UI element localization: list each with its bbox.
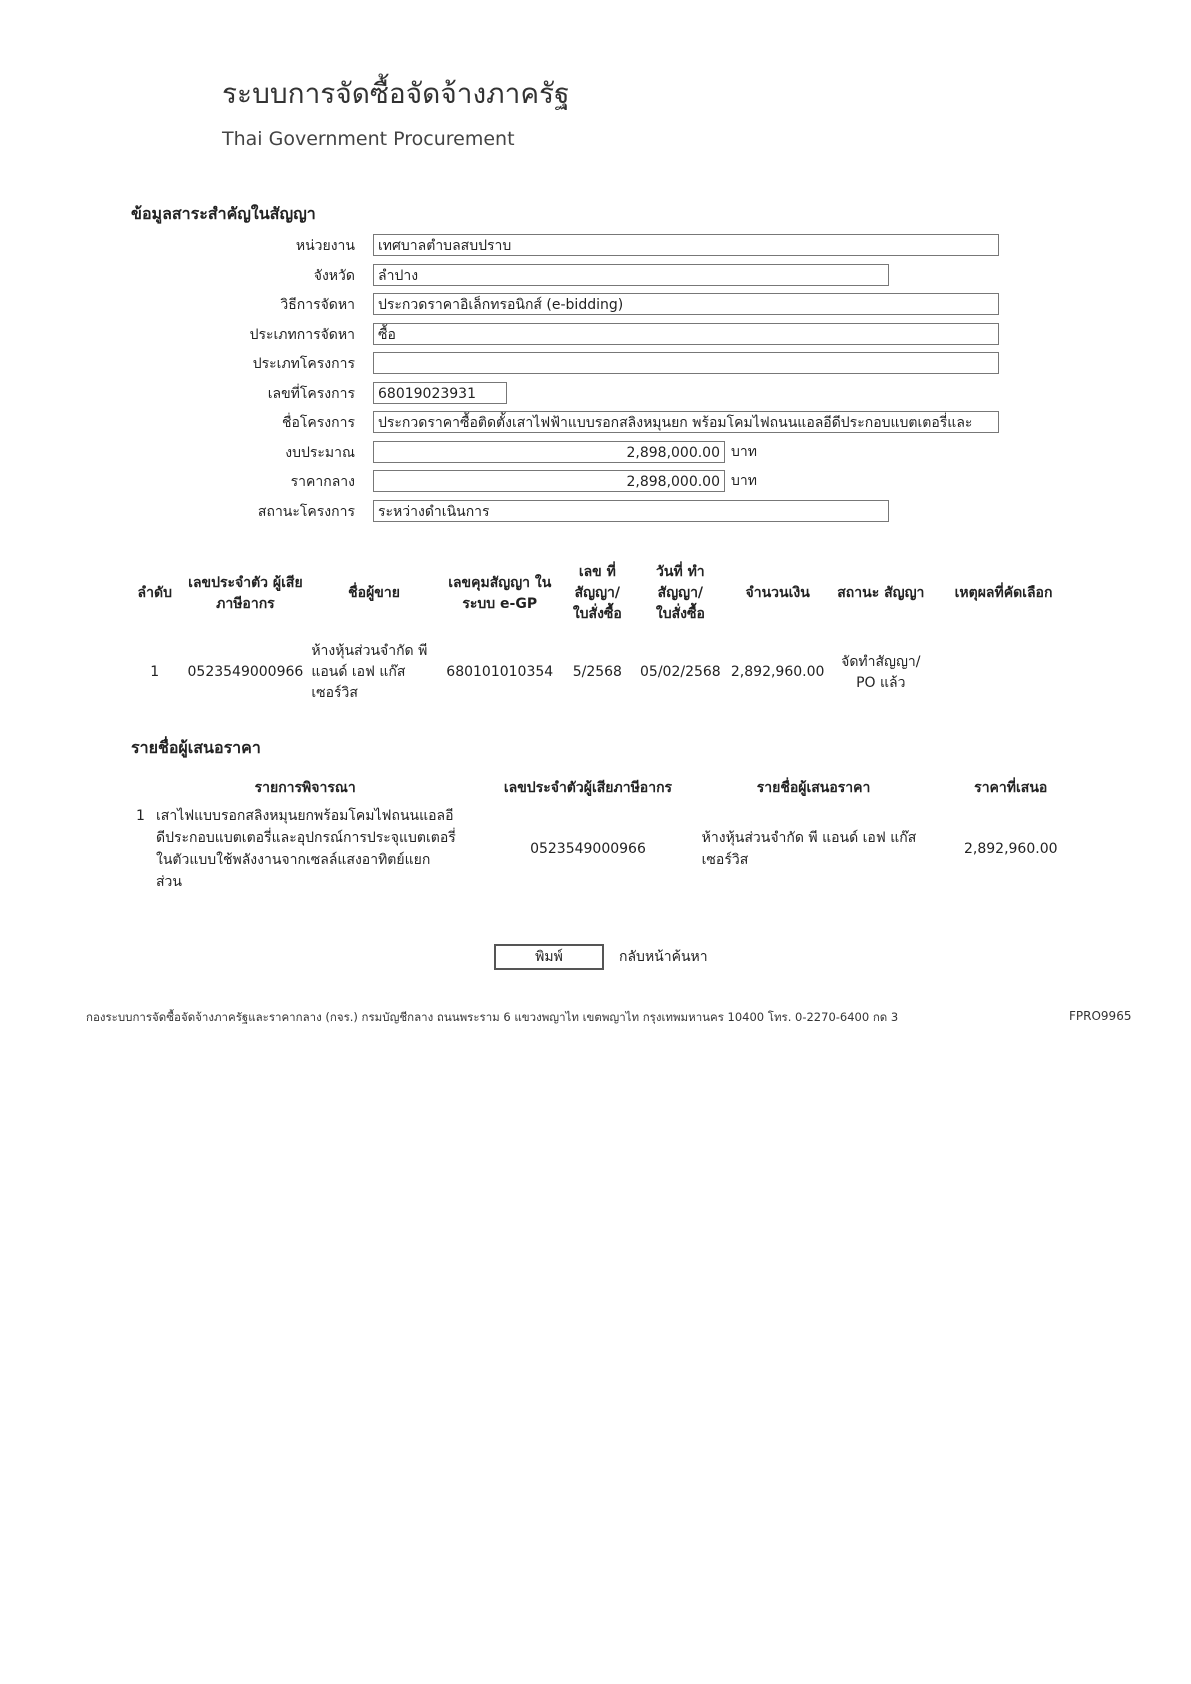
cell-bidder-name: ห้างหุ้นส่วนจำกัด พี แอนด์ เอฟ แก๊ส เซอร์วิส [701, 830, 917, 868]
field-median-price-unit: บาท [731, 473, 757, 489]
table-row [126, 627, 1076, 706]
cell-bid-tax-id: 0523549000966 [530, 841, 646, 857]
field-project-type-value [373, 352, 999, 374]
field-budget-unit: บาท [731, 444, 757, 460]
field-project-no-value: 68019023931 [373, 382, 507, 404]
field-agency-value: เทศบาลตำบลสบปราบ [373, 234, 999, 256]
field-median-price-value: 2,898,000.00 [373, 470, 725, 492]
cell-price: 2,892,960.00 [964, 841, 1058, 857]
contract-table [126, 560, 1076, 706]
cell-amount: 2,892,960.00 [730, 664, 825, 680]
field-project-name-label: ชื่อโครงการ [281, 415, 355, 431]
field-method-label: วิธีการจัดหา [280, 297, 355, 313]
cell-reason [931, 627, 1076, 706]
table-row [132, 802, 1092, 896]
field-project-name-value: ประกวดราคาซื้อติดตั้งเสาไฟฟ้าแบบรอกสลิงหมุนยก พร้อมโคมไฟถนนแอลอีดีประกอบแบตเตอรี่และ [373, 411, 999, 433]
back-to-search-link[interactable]: กลับหน้าค้นหา [619, 949, 708, 965]
summary-section-title: ข้อมูลสาระสำคัญในสัญญา [131, 204, 316, 223]
field-project-no-label: เลขที่โครงการ [267, 386, 355, 402]
field-budget-value: 2,898,000.00 [373, 441, 725, 463]
col-no: ลำดับ [137, 585, 172, 601]
cell-vendor: ห้างหุ้นส่วนจำกัด พี แอนด์ เอฟ แก๊ส เซอร์วิส [311, 643, 428, 701]
col-status: สถานะ สัญญา [837, 585, 925, 601]
cell-item [132, 802, 478, 896]
col-reason: เหตุผลที่คัดเลือก [954, 585, 1053, 601]
col-contract-date: วันที่ ทำสัญญา/ ใบสั่งซื้อ [655, 564, 705, 622]
page-title: ระบบการจัดซื้อจัดจ้างภาครัฐ [222, 77, 570, 110]
col-bid-tax-id: เลขประจำตัวผู้เสียภาษีอากร [503, 780, 673, 796]
bidders-section-title: รายชื่อผู้เสนอราคา [131, 738, 261, 757]
field-budget-label: งบประมาณ [285, 445, 355, 461]
field-project-type-label: ประเภทโครงการ [252, 356, 355, 372]
cell-status: จัดทำสัญญา/ PO แล้ว [841, 653, 921, 691]
field-province-label: จังหวัด [313, 268, 355, 284]
col-item: รายการพิจารณา [254, 780, 356, 796]
cell-egp-no: 680101010354 [446, 664, 554, 680]
cell-contract-date: 05/02/2568 [640, 664, 721, 680]
cell-no: 1 [150, 664, 160, 680]
cell-contract-no: 5/2568 [572, 664, 622, 680]
field-procure-type-value: ซื้อ [373, 323, 999, 345]
field-status-label: สถานะโครงการ [257, 504, 355, 520]
field-procure-type-label: ประเภทการจัดหา [249, 327, 355, 343]
col-amount: จำนวนเงิน [745, 585, 810, 601]
col-bidder-name: รายชื่อผู้เสนอราคา [756, 780, 871, 796]
contract-table-header [126, 560, 1076, 627]
col-price: ราคาที่เสนอ [974, 780, 1048, 796]
col-contract-no: เลข ที่สัญญา/ ใบสั่งซื้อ [572, 564, 622, 622]
field-status-value: ระหว่างดำเนินการ [373, 500, 889, 522]
field-median-price-label: ราคากลาง [290, 474, 355, 490]
cell-item-no: 1 [136, 808, 145, 824]
bidders-table-header [132, 775, 1092, 802]
bidders-table [132, 775, 1092, 896]
footer-address: กองระบบการจัดซื้อจัดจ้างภาครัฐและราคากลาง (กจร.) กรมบัญชีกลาง ถนนพระราม 6 แขวงพญาไท เขตพญาไท กรุงเทพมหานคร 10400 โทร. 0-2270-6400 กด 3 [86, 1010, 899, 1024]
col-tax-id: เลขประจำตัว ผู้เสียภาษีอากร [188, 574, 303, 612]
field-agency-label: หน่วยงาน [295, 238, 355, 254]
field-province-value: ลำปาง [373, 264, 889, 286]
col-vendor: ชื่อผู้ขาย [348, 585, 400, 601]
print-button[interactable]: พิมพ์ [494, 944, 604, 970]
cell-item-text: เสาไฟแบบรอกสลิงหมุนยกพร้อมโคมไฟถนนแอลอีดีประกอบแบตเตอรี่และอุปกรณ์การประจุแบตเตอรี่ในตัวแบบใช้พลังงานจากเซลล์แสงอาทิตย์แยกส่วน [156, 808, 456, 890]
cell-tax-id: 0523549000966 [187, 664, 304, 680]
col-egp-no: เลขคุมสัญญา ในระบบ e-GP [448, 574, 552, 612]
footer-page-code: FPRO9965 [1069, 1009, 1132, 1023]
field-method-value: ประกวดราคาอิเล็กทรอนิกส์ (e-bidding) [373, 293, 999, 315]
page-subtitle: Thai Government Procurement [222, 128, 515, 150]
